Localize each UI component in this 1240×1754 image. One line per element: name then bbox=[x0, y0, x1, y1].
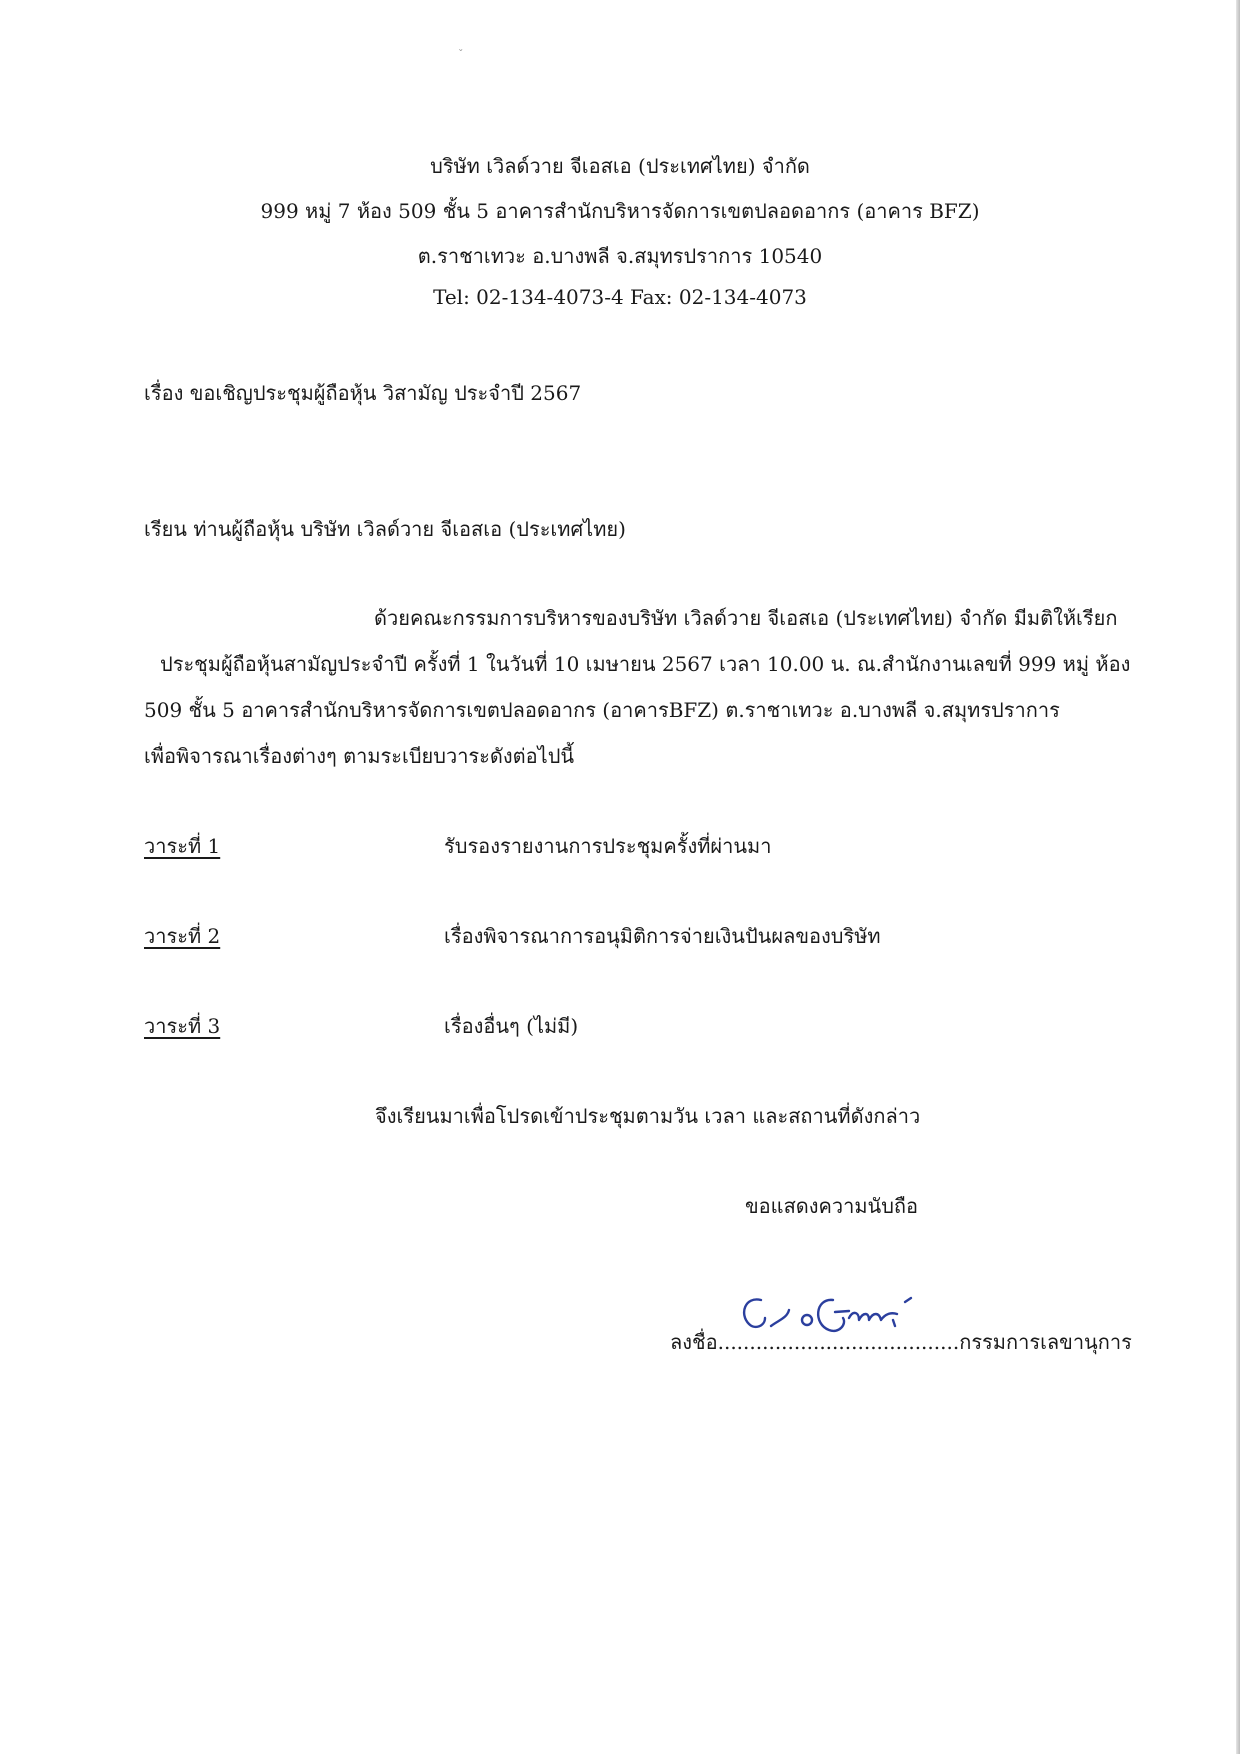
contact-line: Tel: 02-134-4073-4 Fax: 02-134-4073 bbox=[433, 285, 807, 309]
agenda-2-label: วาระที่ 2 bbox=[144, 924, 221, 948]
scan-speck: ˇ bbox=[458, 48, 464, 61]
agenda-1-label: วาระที่ 1 bbox=[144, 834, 221, 858]
signature-ink bbox=[744, 1298, 911, 1331]
body-line-1: ด้วยคณะกรรมการบริหารของบริษัท เวิลด์วาย จีเอสเอ (ประเทศไทย) จำกัด มีมติให้เรียก bbox=[374, 606, 1118, 630]
agenda-1-text: รับรองรายงานการประชุมครั้งที่ผ่านมา bbox=[444, 834, 772, 858]
address-line-1: 999 หมู่ 7 ห้อง 509 ชั้น 5 อาคารสำนักบริหารจัดการเขตปลอดอากร (อาคาร BFZ) bbox=[260, 199, 980, 223]
agenda-3-label: วาระที่ 3 bbox=[144, 1014, 221, 1038]
agenda-3-text: เรื่องอื่นๆ (ไม่มี) bbox=[444, 1014, 579, 1038]
recipient-line: เรียน ท่านผู้ถือหุ้น บริษัท เวิลด์วาย จีเอสเอ (ประเทศไทย) bbox=[144, 517, 626, 541]
body-line-2: ประชุมผู้ถือหุ้นสามัญประจำปี ครั้งที่ 1 ในวันที่ 10 เมษายน 2567 เวลา 10.00 น. ณ.สำนักงานเลขที่ 999 หมู่ ห้อง bbox=[160, 652, 1131, 676]
signature-title: กรรมการเลขานุการ bbox=[959, 1330, 1132, 1354]
body-line-3: 509 ชั้น 5 อาคารสำนักบริหารจัดการเขตปลอดอากร (อาคารBFZ) ต.ราชาเทวะ อ.บางพลี จ.สมุทรปราการ bbox=[144, 698, 1060, 722]
closing-line: จึงเรียนมาเพื่อโปรดเข้าประชุมตามวัน เวลา และสถานที่ดังกล่าว bbox=[375, 1104, 921, 1128]
subject-line: เรื่อง ขอเชิญประชุมผู้ถือหุ้น วิสามัญ ประจำปี 2567 bbox=[144, 381, 582, 405]
handwritten-signature bbox=[735, 1290, 925, 1336]
company-name: บริษัท เวิลด์วาย จีเอสเอ (ประเทศไทย) จำกัด bbox=[430, 154, 810, 178]
signature-dots: ...................................... bbox=[717, 1330, 960, 1354]
signature-prefix: ลงชื่อ bbox=[670, 1330, 718, 1354]
agenda-2-text: เรื่องพิจารณาการอนุมิติการจ่ายเงินปันผลของบริษัท bbox=[444, 924, 881, 948]
address-line-2: ต.ราชาเทวะ อ.บางพลี จ.สมุทรปราการ 10540 bbox=[417, 244, 823, 268]
regards-line: ขอแสดงความนับถือ bbox=[745, 1194, 919, 1218]
body-line-4: เพื่อพิจารณาเรื่องต่างๆ ตามระเบียบวาระดังต่อไปนี้ bbox=[144, 744, 575, 768]
